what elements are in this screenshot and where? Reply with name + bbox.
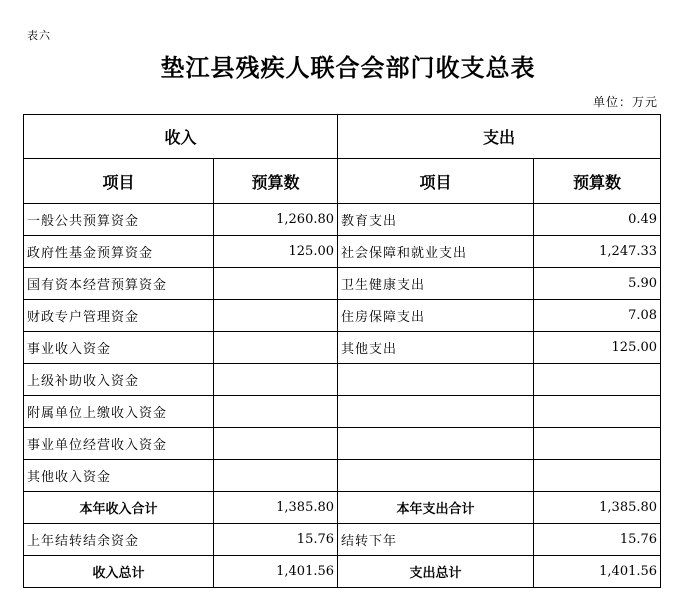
table-row: [24, 396, 661, 428]
income-amount-cell: 1,401.56: [214, 556, 338, 588]
income-item-cell: 其他收入资金: [24, 460, 214, 492]
table-row: [24, 332, 661, 364]
expense-amount-cell: 1,385.80: [534, 492, 661, 524]
income-item-header: 项目: [24, 159, 214, 204]
income-item-cell: 政府性基金预算资金: [24, 236, 214, 268]
expense-item-cell: [338, 460, 534, 492]
expense-label-cell: 支出总计: [338, 556, 534, 588]
expense-amount-cell: 1,401.56: [534, 556, 661, 588]
carry-over-row: [24, 524, 661, 556]
income-amount-cell: 15.76: [214, 524, 338, 556]
income-item-cell: 国有资本经营预算资金: [24, 268, 214, 300]
income-item-cell: 附属单位上缴收入资金: [24, 396, 214, 428]
budget-summary-table: [23, 114, 661, 588]
table-row: [24, 236, 661, 268]
expense-label-cell: 结转下年: [338, 524, 534, 556]
expense-amount-cell: 15.76: [534, 524, 661, 556]
income-amount-cell: [214, 364, 338, 396]
table-row: [24, 460, 661, 492]
income-section-header: 收入: [24, 115, 338, 159]
expense-item-cell: 卫生健康支出: [338, 268, 534, 300]
expense-label-cell: 本年支出合计: [338, 492, 534, 524]
expense-item-cell: [338, 428, 534, 460]
expense-item-cell: 社会保障和就业支出: [338, 236, 534, 268]
expense-item-cell: 其他支出: [338, 332, 534, 364]
income-amount-cell: 1,260.80: [214, 204, 338, 236]
expense-amount-cell: [534, 428, 661, 460]
expense-item-cell: 教育支出: [338, 204, 534, 236]
table-row: [24, 428, 661, 460]
expense-amount-cell: 7.08: [534, 300, 661, 332]
column-header-row: [24, 159, 661, 204]
income-label-cell: 收入总计: [24, 556, 214, 588]
expense-amount-cell: [534, 364, 661, 396]
expense-item-cell: 住房保障支出: [338, 300, 534, 332]
table-row: [24, 268, 661, 300]
income-amount-cell: [214, 300, 338, 332]
expense-section-header: 支出: [338, 115, 661, 159]
income-item-cell: 上级补助收入资金: [24, 364, 214, 396]
income-amount-cell: 1,385.80: [214, 492, 338, 524]
expense-item-cell: [338, 364, 534, 396]
table-row: [24, 204, 661, 236]
expense-item-cell: [338, 396, 534, 428]
expense-amount-cell: 0.49: [534, 204, 661, 236]
income-amount-cell: [214, 428, 338, 460]
income-label-cell: 上年结转结余资金: [24, 524, 214, 556]
table-row: [24, 300, 661, 332]
page-title: 垫江县残疾人联合会部门收支总表: [160, 53, 536, 82]
grand-total-row: [24, 556, 661, 588]
expense-item-header: 项目: [338, 159, 534, 204]
income-amount-cell: [214, 396, 338, 428]
expense-amount-cell: [534, 460, 661, 492]
year-total-row: [24, 492, 661, 524]
expense-amount-cell: 1,247.33: [534, 236, 661, 268]
unit-label: 单位：万元: [592, 95, 658, 109]
expense-amount-cell: [534, 396, 661, 428]
income-label-cell: 本年收入合计: [24, 492, 214, 524]
table-number-label: 表六: [27, 29, 51, 42]
section-header-row: [24, 115, 661, 159]
expense-amount-cell: 125.00: [534, 332, 661, 364]
income-item-cell: 一般公共预算资金: [24, 204, 214, 236]
income-item-cell: 事业单位经营收入资金: [24, 428, 214, 460]
income-amount-cell: [214, 460, 338, 492]
income-amount-cell: [214, 332, 338, 364]
income-budget-header: 预算数: [214, 159, 338, 204]
expense-budget-header: 预算数: [534, 159, 661, 204]
income-amount-cell: [214, 268, 338, 300]
income-item-cell: 事业收入资金: [24, 332, 214, 364]
income-amount-cell: 125.00: [214, 236, 338, 268]
expense-amount-cell: 5.90: [534, 268, 661, 300]
income-item-cell: 财政专户管理资金: [24, 300, 214, 332]
table-row: [24, 364, 661, 396]
